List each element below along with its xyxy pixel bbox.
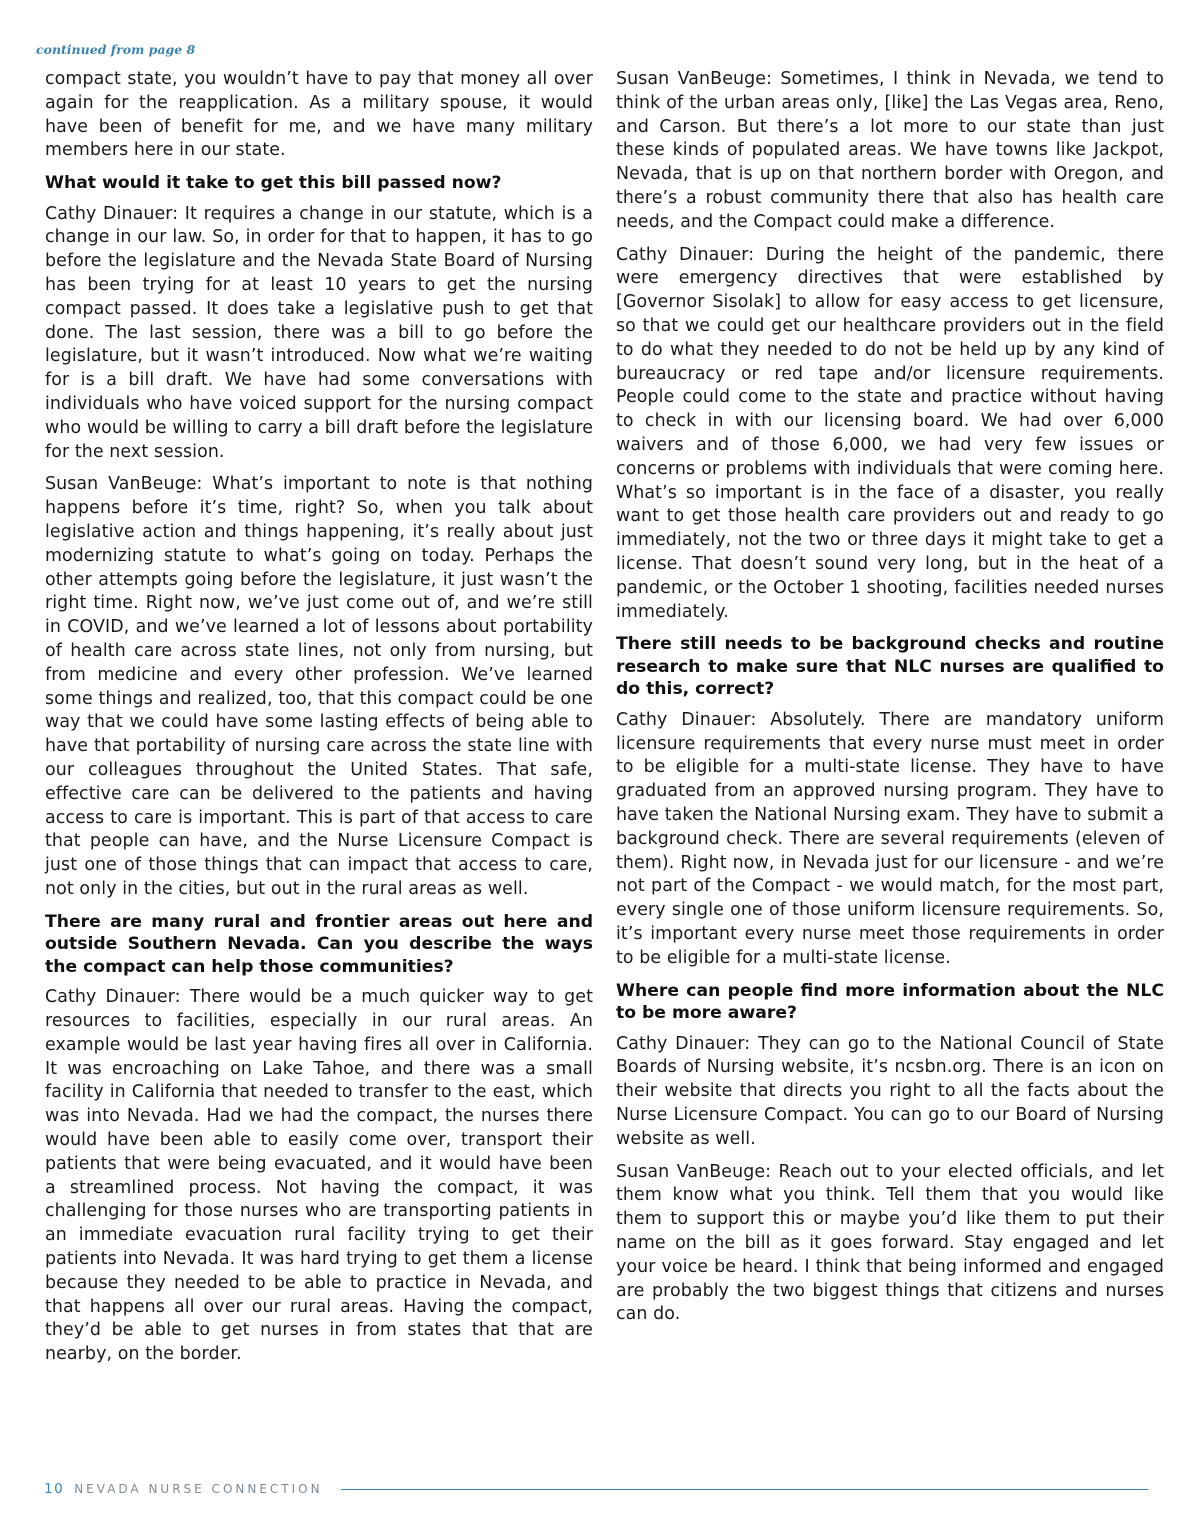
paragraph: Susan VanBeuge: Sometimes, I think in Nevada, we tend to think of the urban areas only, [like] the Las Vegas area, Reno, and Carson. But there’s a lot more to our state than just these kinds of populated areas. We have towns like Jackpot, Nevada, that is up on that northern border with Oregon, and there’s a robust community there that also has health care needs, and the Compact could make a difference.: [616, 69, 1164, 232]
right-column: [616, 68, 1164, 1336]
continued-from-label: continued from page 8: [36, 42, 196, 57]
question-heading: There still needs to be background checks and routine research to make sure that NLC nurses are qualified to do this, correct?: [616, 634, 1164, 700]
question-heading: There are many rural and frontier areas out here and outside Southern Nevada. Can you describe the ways the compact can help those communities?: [45, 911, 593, 977]
left-column: [45, 68, 593, 1376]
footer-rule: [341, 1489, 1148, 1490]
page-number: 10: [44, 1481, 65, 1497]
publication-name: NEVADA NURSE CONNECTION: [74, 1482, 323, 1496]
paragraph: Cathy Dinauer: During the height of the pandemic, there were emergency directives that were established by [Governor Sisolak] to allow for easy access to get licensure, so that we could get our healthcare providers out in the field to do what they needed to do not be held up by any kind of bureaucracy or red tape and/or licensure requirements. People could come to the state and practice without having to check in with our licensing board. We had over 6,000 waivers and of those 6,000, we had very few issues or concerns or problems with individuals that were coming here. What’s so important is in the face of a disaster, you really want to get those health care providers out and ready to go immediately, not the two or three days it might take to get a license. That doesn’t sound very long, but in the heat of a pandemic, or the October 1 shooting, facilities needed nurses immediately.: [616, 244, 1164, 622]
paragraph: Cathy Dinauer: They can go to the National Council of State Boards of Nursing website, it’s ncsbn.org. There is an icon on their website that directs you right to all the facts about the Nurse Licensure Compact. You can go to our Board of Nursing website as well.: [616, 1033, 1164, 1149]
question-heading: What would it take to get this bill passed now?: [45, 173, 502, 194]
page-footer: [44, 1478, 1148, 1500]
paragraph: Cathy Dinauer: There would be a much quicker way to get resources to facilities, especially in our rural areas. An example would be last year having fires all over in California. It was encroaching on Lake Tahoe, and there was a small facility in California that needed to transfer to the east, which was into Nevada. Had we had the compact, the nurses there would have been able to easily come over, transport their patients that were being evacuated, and it would have been a streamlined process. Not having the compact, it was challenging for those nurses who are transporting patients in an immediate evacuation rural facility trying to get their patients into Nevada. It was hard trying to get them a license because they needed to be able to practice in Nevada, and that happens all over our rural areas. Having the compact, they’d be able to get nurses in from states that that are nearby, on the border.: [45, 987, 593, 1365]
paragraph: Cathy Dinauer: Absolutely. There are mandatory uniform licensure requirements that every nurse must meet in order to be eligible for a multi-state license. They have to have graduated from an approved nursing program. They have to have taken the National Nursing exam. They have to submit a background check. There are several requirements (eleven of them). Right now, in Nevada just for our licensure - and we’re not part of the Compact - we would match, for the most part, every single one of those uniform licensure requirements. So, it’s important every nurse meet those requirements in order to be eligible for a multi-state license.: [616, 709, 1164, 968]
paragraph: Susan VanBeuge: Reach out to your elected officials, and let them know what you think. Tell them that you would like them to support this or maybe you’d like them to put their name on the bill as it goes forward. Stay engaged and let your voice be heard. I think that being informed and engaged are probably the two biggest things that citizens and nurses can do.: [616, 1161, 1164, 1325]
paragraph: compact state, you wouldn’t have to pay that money all over again for the reapplication. As a military spouse, it would have been of benefit for me, and we have many military members here in our state.: [45, 69, 593, 161]
paragraph: Susan VanBeuge: What’s important to note is that nothing happens before it’s time, right? So, when you talk about legislative action and things happening, it’s really about just modernizing statute to what’s going on today. Perhaps the other attempts going before the legislature, it just wasn’t the right time. Right now, we’ve just come out of, and we’re still in COVID, and we’ve learned a lot of lessons about portability of health care across state lines, not only from nursing, but from medicine and every other profession. We’ve learned some things and realized, too, that this compact could be one way that we could have some lasting effects of being able to have that portability of nursing care across the state line with our colleagues throughout the United States. That safe, effective care can be delivered to the patients and having access to care is important. This is part of that access to care that people can have, and the Nurse Licensure Compact is just one of those things that can impact that access to care, not only in the cities, but out in the rural areas as well.: [45, 474, 593, 899]
question-heading: Where can people find more information about the NLC to be more aware?: [616, 980, 1164, 1024]
paragraph: Cathy Dinauer: It requires a change in our statute, which is a change in our law. So, in order for that to happen, it has to go before the legislature and the Nevada State Board of Nursing has been trying for at least 10 years to get the nursing compact passed. It does take a legislative push to get that done. The last session, there was a bill to go before the legislature, but it wasn’t introduced. Now what we’re waiting for is a bill draft. We have had some conversations with individuals who have voiced support for the nursing compact who would be willing to carry a bill draft before the legislature for the next session.: [45, 203, 593, 462]
